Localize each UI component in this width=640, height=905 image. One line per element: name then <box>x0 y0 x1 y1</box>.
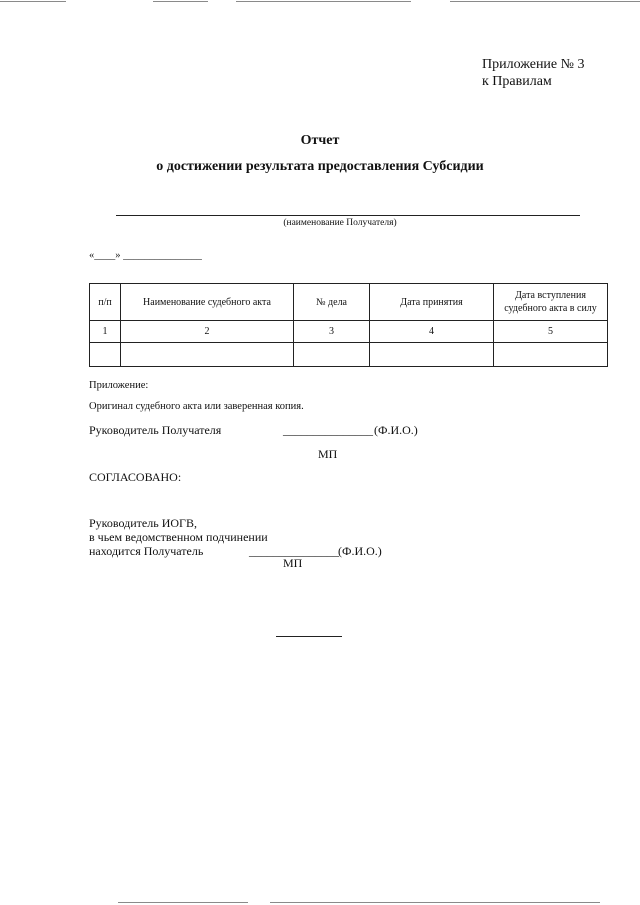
table-cell <box>121 343 294 367</box>
scan-border-top-1 <box>0 1 66 2</box>
table-cell <box>294 343 370 367</box>
attachment-label: Приложение: <box>89 380 149 391</box>
header-cell-effective-date: Дата вступления судебного акта в силу <box>494 284 608 321</box>
document-title: Отчет <box>300 133 340 148</box>
column-number-cell: 2 <box>121 321 294 343</box>
header-cell-adoption-date: Дата принятия <box>370 284 494 321</box>
table-cell <box>494 343 608 367</box>
column-number-cell: 5 <box>494 321 608 343</box>
header-cell-case-number: № дела <box>294 284 370 321</box>
appendix-line-1: Приложение № 3 <box>482 57 585 72</box>
attachment-text: Оригинал судебного акта или заверенная копия. <box>89 401 304 412</box>
report-table <box>89 283 608 367</box>
scan-border-top-2 <box>153 1 208 2</box>
document-subtitle: о достижении результата предоставления Субсидии <box>156 159 484 174</box>
table-column-numbers-row <box>90 321 608 343</box>
column-number-cell: 3 <box>294 321 370 343</box>
scan-border-bottom-2 <box>270 902 600 903</box>
iogv-head-fio: (Ф.И.О.) <box>338 544 382 558</box>
table-cell <box>370 343 494 367</box>
iogv-head-block <box>89 516 268 558</box>
date-field: «____» _______________ <box>89 250 202 261</box>
scan-border-bottom-1 <box>118 902 248 903</box>
closing-rule <box>276 636 342 637</box>
column-number-cell: 1 <box>90 321 121 343</box>
table-cell <box>90 343 121 367</box>
iogv-head-line-3: находится Получатель <box>89 544 204 558</box>
iogv-head-signature-line: _______________ <box>249 544 339 558</box>
appendix-line-2: к Правилам <box>482 74 552 89</box>
stamp-place-2: МП <box>283 556 303 570</box>
column-number-cell: 4 <box>370 321 494 343</box>
recipient-head-label: Руководитель Получателя <box>89 423 222 437</box>
header-cell-act-name: Наименование судебного акта <box>121 284 294 321</box>
iogv-head-line-1: Руководитель ИОГВ, <box>89 516 197 530</box>
recipient-caption: (наименование Получателя) <box>283 218 397 228</box>
table-header-row <box>90 284 608 321</box>
scan-border-top-4 <box>450 1 640 2</box>
stamp-place-1: МП <box>318 447 338 461</box>
recipient-head-signature-line: _______________ <box>283 423 373 437</box>
recipient-name-line <box>116 215 580 216</box>
table-row <box>90 343 608 367</box>
recipient-head-fio: (Ф.И.О.) <box>374 423 418 437</box>
approved-label: СОГЛАСОВАНО: <box>89 470 182 484</box>
scan-border-top-3 <box>236 1 411 2</box>
appendix-reference <box>482 56 585 90</box>
iogv-head-line-2: в чьем ведомственном подчинении <box>89 530 268 544</box>
header-cell-number: п/п <box>90 284 121 321</box>
